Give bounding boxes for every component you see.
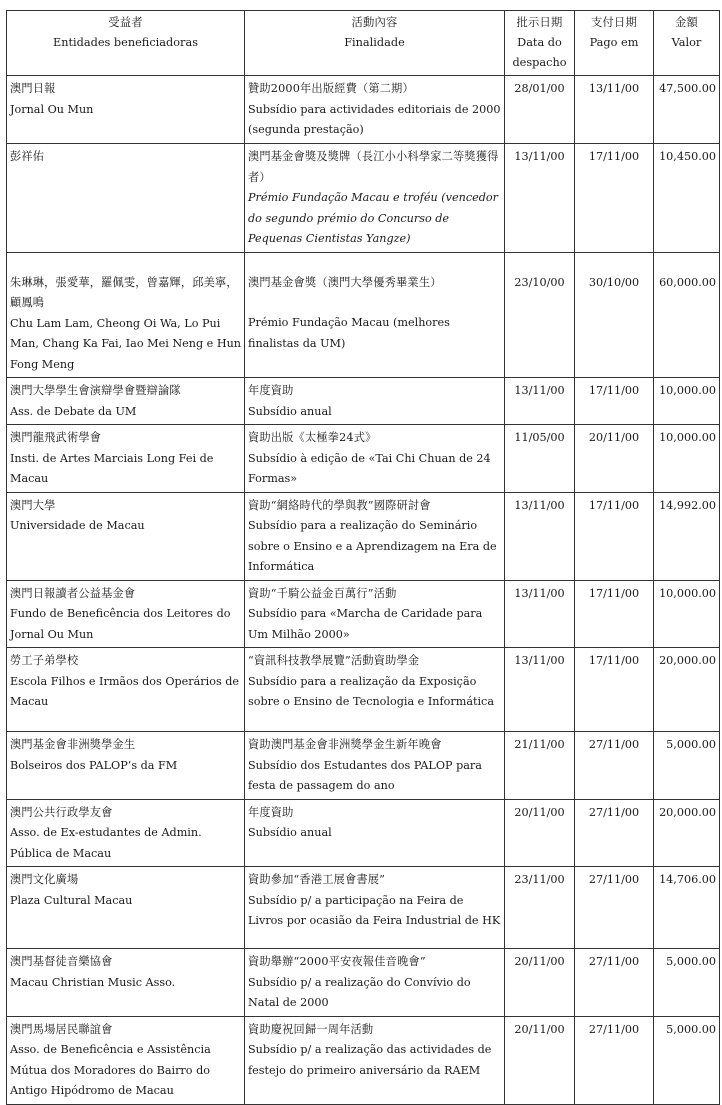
paid-date: 20/11/00 (575, 425, 654, 493)
value-amount: 10,000.00 (654, 425, 720, 493)
purpose-pt: Prémio Fundação Macau (melhores finalistas da UM) (248, 316, 450, 350)
header-value-zh: 金額 (675, 16, 698, 29)
purpose-zh: 澳門基金會獎（澳門大學優秀畢業生） (248, 275, 442, 289)
beneficiary-cell (7, 425, 245, 493)
beneficiary-cell (7, 867, 245, 949)
dispatch-date: 20/11/00 (505, 799, 575, 867)
table-row (7, 144, 720, 253)
table-row (7, 252, 720, 378)
table-header (7, 11, 720, 76)
beneficiary-cell (7, 949, 245, 1017)
dispatch-date: 28/01/00 (505, 76, 575, 144)
header-purpose-pt: Finalidade (344, 36, 405, 49)
header-paid-pt: Pago em (589, 36, 639, 49)
table-row (7, 76, 720, 144)
table-row (7, 580, 720, 648)
value-amount: 10,000.00 (654, 378, 720, 425)
table-body (7, 76, 720, 1105)
paid-date: 27/11/00 (575, 1016, 654, 1104)
purpose-zh: 資助“千騎公益金百萬行”活動 (248, 586, 397, 600)
beneficiary-pt: Chu Lam Lam, Cheong Oi Wa, Lo Pui Man, Chang Ka Fai, Iao Mei Neng e Hun Fong Meng (10, 316, 242, 371)
purpose-cell (245, 378, 505, 425)
beneficiary-cell (7, 648, 245, 732)
purpose-zh: 資助慶祝回歸一周年活動 (248, 1022, 374, 1036)
beneficiary-zh: 澳門基督徒音樂協會 (10, 955, 113, 968)
value-amount: 14,992.00 (654, 492, 720, 580)
value-amount: 5,000.00 (654, 732, 720, 800)
dispatch-date: 13/11/00 (505, 648, 575, 732)
purpose-pt: Subsídio anual (248, 826, 332, 839)
purpose-cell (245, 949, 505, 1017)
dispatch-date: 13/11/00 (505, 378, 575, 425)
purpose-zh: 贊助2000年出版經費（第二期） (248, 82, 414, 95)
paid-date: 17/11/00 (575, 144, 654, 253)
table-row (7, 492, 720, 580)
table-row (7, 425, 720, 493)
value-amount: 10,000.00 (654, 580, 720, 648)
purpose-zh: 資助舉辦“2000平安夜報佳音晚會” (248, 955, 426, 968)
paid-date: 17/11/00 (575, 492, 654, 580)
beneficiary-pt: Jornal Ou Mun (10, 102, 94, 116)
dispatch-date: 13/11/00 (505, 580, 575, 648)
paid-date: 17/11/00 (575, 580, 654, 648)
beneficiary-zh: 澳門龍飛武術學會 (10, 431, 102, 444)
table-row (7, 949, 720, 1017)
beneficiary-pt: Asso. de Ex-estudantes de Admin. Pública de Macau (10, 826, 202, 860)
purpose-zh: 資助澳門基金會非洲獎學金生新年晚會 (248, 738, 442, 751)
value-amount: 5,000.00 (654, 949, 720, 1017)
value-amount: 20,000.00 (654, 799, 720, 867)
table-row (7, 867, 720, 949)
beneficiary-pt: Asso. de Beneficência e Assistência Mútua dos Moradores do Bairro do Antigo Hipódromo de Macau (10, 1043, 211, 1097)
beneficiary-pt: Escola Filhos e Irmãos dos Operários de Macau (10, 674, 240, 708)
dispatch-date: 13/11/00 (505, 492, 575, 580)
purpose-cell (245, 76, 505, 144)
purpose-zh: 資助參加“香港工展會書展” (248, 873, 386, 886)
paid-date: 27/11/00 (575, 799, 654, 867)
purpose-cell (245, 1016, 505, 1104)
grants-table (6, 10, 720, 1105)
paid-date: 27/11/00 (575, 732, 654, 800)
beneficiary-zh: 澳門日報讀者公益基金會 (10, 586, 136, 600)
table-row (7, 648, 720, 732)
purpose-pt: Subsídio anual (248, 404, 332, 418)
beneficiary-zh: 彭祥佑 (10, 150, 45, 163)
paid-date: 13/11/00 (575, 76, 654, 144)
paid-date: 27/11/00 (575, 949, 654, 1017)
purpose-cell (245, 580, 505, 648)
dispatch-date: 23/10/00 (505, 252, 575, 378)
beneficiary-zh: 朱琳琳，張愛華，羅佩雯，曾嘉輝，邱美寧，顧鳳鳴 (10, 275, 238, 309)
beneficiary-pt: Universidade de Macau (10, 519, 145, 532)
purpose-pt: Prémio Fundação Macau e troféu (vencedor do segundo prémio do Concurso de Pequenas Cientistas Yangze) (248, 191, 498, 245)
header-value (654, 11, 720, 76)
header-beneficiary-pt: Entidades beneficiadoras (52, 36, 198, 49)
header-paid-zh: 支付日期 (591, 16, 637, 29)
purpose-zh: 資助出版《太極拳24式》 (248, 431, 377, 444)
header-beneficiary (7, 11, 245, 76)
purpose-cell (245, 648, 505, 732)
header-purpose-zh: 活動內容 (351, 16, 398, 29)
paid-date: 17/11/00 (575, 378, 654, 425)
purpose-zh: 資助“網絡時代的學與教”國際研討會 (248, 498, 431, 512)
dispatch-date: 11/05/00 (505, 425, 575, 493)
beneficiary-zh: 澳門大學學生會演辯學會暨辯論隊 (10, 384, 181, 397)
beneficiary-cell (7, 799, 245, 867)
beneficiary-cell (7, 492, 245, 580)
beneficiary-pt: Bolseiros dos PALOP’s da FM (10, 758, 178, 772)
purpose-zh: “資訊科技教學展覽”活動資助學金 (248, 654, 420, 667)
value-amount: 47,500.00 (654, 76, 720, 144)
beneficiary-cell (7, 580, 245, 648)
beneficiary-zh: 澳門馬場居民聯誼會 (10, 1022, 113, 1036)
dispatch-date: 20/11/00 (505, 949, 575, 1017)
header-paid (575, 11, 654, 76)
purpose-pt: Subsídio p/ a realização das actividades de festejo do primeiro aniversário da RAEM (248, 1043, 492, 1077)
beneficiary-cell (7, 252, 245, 378)
table-row (7, 1016, 720, 1104)
beneficiary-zh: 澳門基金會非洲獎學金生 (10, 738, 136, 751)
beneficiary-zh: 澳門日報 (10, 82, 56, 95)
table-row (7, 799, 720, 867)
beneficiary-pt: Fundo de Beneficência dos Leitores do Jornal Ou Mun (10, 607, 231, 641)
purpose-pt: Subsídio dos Estudantes dos PALOP para festa de passagem do ano (248, 758, 482, 792)
beneficiary-cell (7, 378, 245, 425)
value-amount: 5,000.00 (654, 1016, 720, 1104)
purpose-pt: Subsídio para a realização do Seminário sobre o Ensino e a Aprendizagem na Era de Informática (248, 519, 497, 573)
purpose-zh: 澳門基金會獎及獎牌（長江小小科學家二等獎獲得者） (248, 150, 499, 184)
dispatch-date: 23/11/00 (505, 867, 575, 949)
purpose-cell (245, 867, 505, 949)
paid-date: 30/10/00 (575, 252, 654, 378)
purpose-cell (245, 144, 505, 253)
beneficiary-pt: Ass. de Debate da UM (10, 404, 137, 418)
header-dispatch-zh: 批示日期 (516, 16, 563, 29)
paid-date: 17/11/00 (575, 648, 654, 732)
purpose-cell (245, 252, 505, 378)
dispatch-date: 20/11/00 (505, 1016, 575, 1104)
dispatch-date: 13/11/00 (505, 144, 575, 253)
purpose-pt: Subsídio para actividades editoriais de 2000 (segunda prestação) (248, 102, 501, 136)
value-amount: 20,000.00 (654, 648, 720, 732)
beneficiary-zh: 澳門文化廣場 (10, 873, 79, 886)
table-row (7, 732, 720, 800)
purpose-cell (245, 732, 505, 800)
beneficiary-cell (7, 1016, 245, 1104)
beneficiary-cell (7, 144, 245, 253)
beneficiary-zh: 澳門公共行政學友會 (10, 805, 113, 819)
value-amount: 10,450.00 (654, 144, 720, 253)
beneficiary-pt: Insti. de Artes Marciais Long Fei de Macau (10, 451, 214, 485)
paid-date: 27/11/00 (575, 867, 654, 949)
header-dispatch-pt: Data do despacho (512, 36, 567, 69)
purpose-pt: Subsídio à edição de «Tai Chi Chuan de 24 Formas» (248, 451, 491, 485)
value-amount: 60,000.00 (654, 252, 720, 378)
beneficiary-zh: 勞工子弟學校 (10, 654, 79, 667)
purpose-pt: Subsídio p/ a participação na Feira de Livros por ocasião da Feira Industrial de HK (248, 893, 501, 927)
purpose-pt: Subsídio para «Marcha de Caridade para Um Milhão 2000» (248, 607, 483, 641)
purpose-pt: Subsídio p/ a realização do Convívio do Natal de 2000 (248, 975, 471, 1009)
header-dispatch (505, 11, 575, 76)
purpose-pt: Subsídio para a realização da Exposição sobre o Ensino de Tecnologia e Informática (248, 674, 494, 708)
beneficiary-cell (7, 76, 245, 144)
beneficiary-pt: Macau Christian Music Asso. (10, 975, 176, 989)
table-row (7, 378, 720, 425)
purpose-zh: 年度資助 (248, 384, 294, 397)
purpose-cell (245, 425, 505, 493)
header-beneficiary-zh: 受益者 (108, 16, 143, 29)
purpose-cell (245, 492, 505, 580)
dispatch-date: 21/11/00 (505, 732, 575, 800)
header-purpose (245, 11, 505, 76)
beneficiary-pt: Plaza Cultural Macau (10, 893, 133, 907)
header-value-pt: Valor (671, 36, 702, 49)
purpose-cell (245, 799, 505, 867)
purpose-zh: 年度資助 (248, 805, 294, 819)
value-amount: 14,706.00 (654, 867, 720, 949)
beneficiary-zh: 澳門大學 (10, 498, 56, 512)
beneficiary-cell (7, 732, 245, 800)
